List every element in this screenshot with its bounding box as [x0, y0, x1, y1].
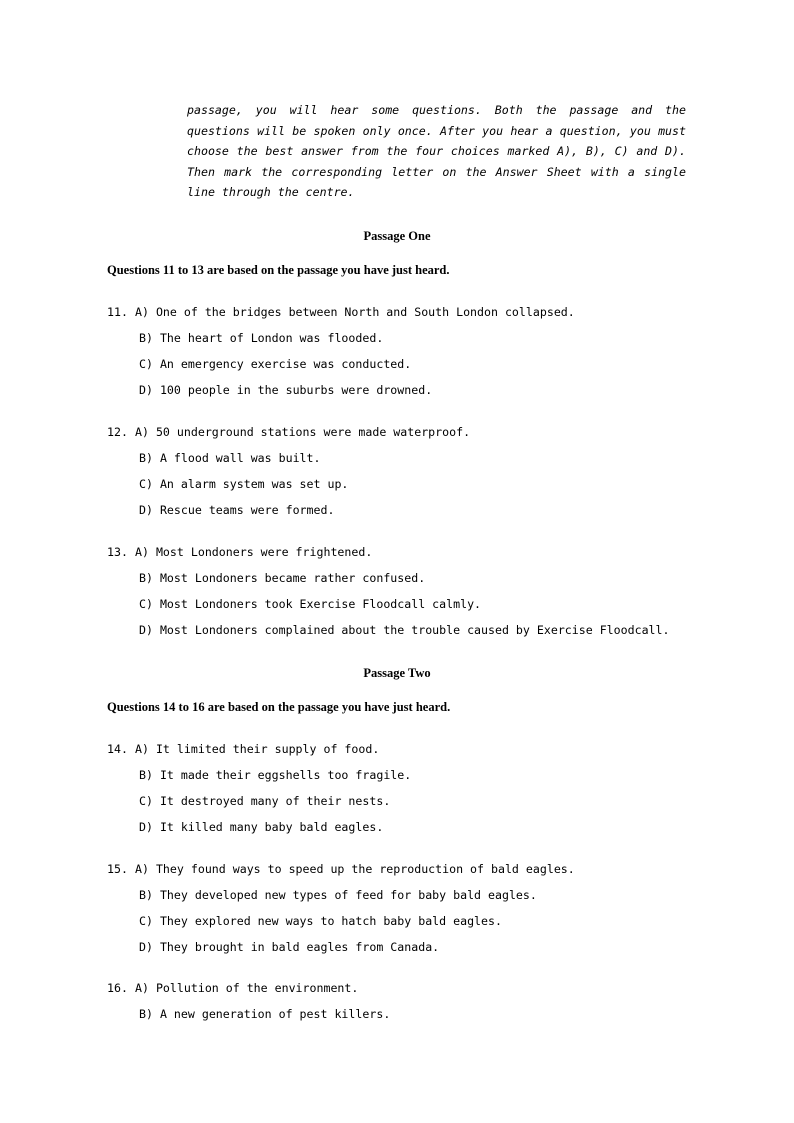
question-12-option-c [107, 475, 470, 501]
question-14 [107, 740, 411, 844]
option-letter: B) [139, 451, 153, 465]
option-text: A new generation of pest killers. [159, 1007, 391, 1021]
question-16-option-a [107, 979, 390, 1005]
option-letter: A) [135, 545, 149, 559]
passage-two-questions-header: Questions 14 to 16 are based on the passage you have just heard. [107, 700, 451, 714]
option-text: 100 people in the suburbs were drowned. [159, 383, 433, 397]
option-text: They explored new ways to hatch baby bald eagles. [159, 914, 502, 928]
question-number: 14. [107, 742, 128, 756]
option-text: It killed many baby bald eagles. [159, 820, 384, 834]
option-letter: C) [139, 794, 153, 808]
option-text: 50 underground stations were made waterproof. [155, 425, 471, 439]
question-12 [107, 423, 470, 527]
passage-one-questions-header: Questions 11 to 13 are based on the passage you have just heard. [107, 263, 450, 277]
option-text: It made their eggshells too fragile. [159, 768, 412, 782]
question-15-option-a [107, 860, 575, 886]
question-12-option-b [107, 449, 470, 475]
question-11-option-b [107, 329, 575, 355]
option-letter: B) [139, 1007, 153, 1021]
option-letter: C) [139, 597, 153, 611]
option-text: Most Londoners were frightened. [155, 545, 373, 559]
question-11-option-d [107, 381, 575, 407]
option-letter: D) [139, 940, 153, 954]
question-13 [107, 543, 670, 647]
passage-one-title: Passage One [363, 229, 431, 243]
question-12-option-a [107, 423, 470, 449]
question-15-option-b [107, 886, 575, 912]
option-text: They brought in bald eagles from Canada. [159, 940, 440, 954]
option-letter: B) [139, 888, 153, 902]
question-16-option-b [107, 1005, 390, 1031]
passage-two-title: Passage Two [363, 666, 431, 680]
option-letter: A) [135, 425, 149, 439]
question-number: 16. [107, 981, 128, 995]
option-text: The heart of London was flooded. [159, 331, 384, 345]
option-text: A flood wall was built. [159, 451, 321, 465]
option-letter: C) [139, 914, 153, 928]
question-11-option-c [107, 355, 575, 381]
question-11 [107, 303, 575, 407]
directions-paragraph: passage, you will hear some questions. Both the passage and the questions will be spoken only once. After you hear a question, you must choose the best answer from the four choices marked A), B), C) and D). Then mark the corresponding letter on the Answer Sheet with a single line through the centre. [187, 103, 686, 200]
question-12-option-d [107, 501, 470, 527]
question-14-option-c [107, 792, 411, 818]
option-text: An alarm system was set up. [159, 477, 349, 491]
option-text: Most Londoners took Exercise Floodcall calmly. [159, 597, 482, 611]
option-text: Most Londoners complained about the trouble caused by Exercise Floodcall. [159, 623, 670, 637]
option-text: One of the bridges between North and South London collapsed. [155, 305, 575, 319]
option-text: It destroyed many of their nests. [159, 794, 391, 808]
option-text: They found ways to speed up the reproduction of bald eagles. [155, 862, 575, 876]
question-13-option-c [107, 595, 670, 621]
question-13-option-a [107, 543, 670, 569]
question-15 [107, 860, 575, 964]
option-text: They developed new types of feed for baby bald eagles. [159, 888, 537, 902]
option-letter: B) [139, 331, 153, 345]
option-letter: A) [135, 305, 149, 319]
option-letter: C) [139, 357, 153, 371]
question-number: 15. [107, 862, 128, 876]
question-15-option-d [107, 938, 575, 964]
question-13-option-b [107, 569, 670, 595]
option-letter: A) [135, 742, 149, 756]
option-text: An emergency exercise was conducted. [159, 357, 412, 371]
question-14-option-d [107, 818, 411, 844]
question-11-option-a [107, 303, 575, 329]
option-text: It limited their supply of food. [155, 742, 380, 756]
question-15-option-c [107, 912, 575, 938]
question-14-option-b [107, 766, 411, 792]
option-letter: C) [139, 477, 153, 491]
option-letter: B) [139, 768, 153, 782]
option-letter: B) [139, 571, 153, 585]
option-text: Rescue teams were formed. [159, 503, 335, 517]
option-letter: D) [139, 503, 153, 517]
question-14-option-a [107, 740, 411, 766]
option-letter: D) [139, 383, 153, 397]
option-letter: D) [139, 623, 153, 637]
question-number: 11. [107, 305, 128, 319]
option-text: Most Londoners became rather confused. [159, 571, 426, 585]
question-number: 12. [107, 425, 128, 439]
option-letter: D) [139, 820, 153, 834]
question-13-option-d [107, 621, 670, 647]
option-text: Pollution of the environment. [155, 981, 359, 995]
option-letter: A) [135, 981, 149, 995]
question-number: 13. [107, 545, 128, 559]
question-16 [107, 979, 390, 1031]
option-letter: A) [135, 862, 149, 876]
